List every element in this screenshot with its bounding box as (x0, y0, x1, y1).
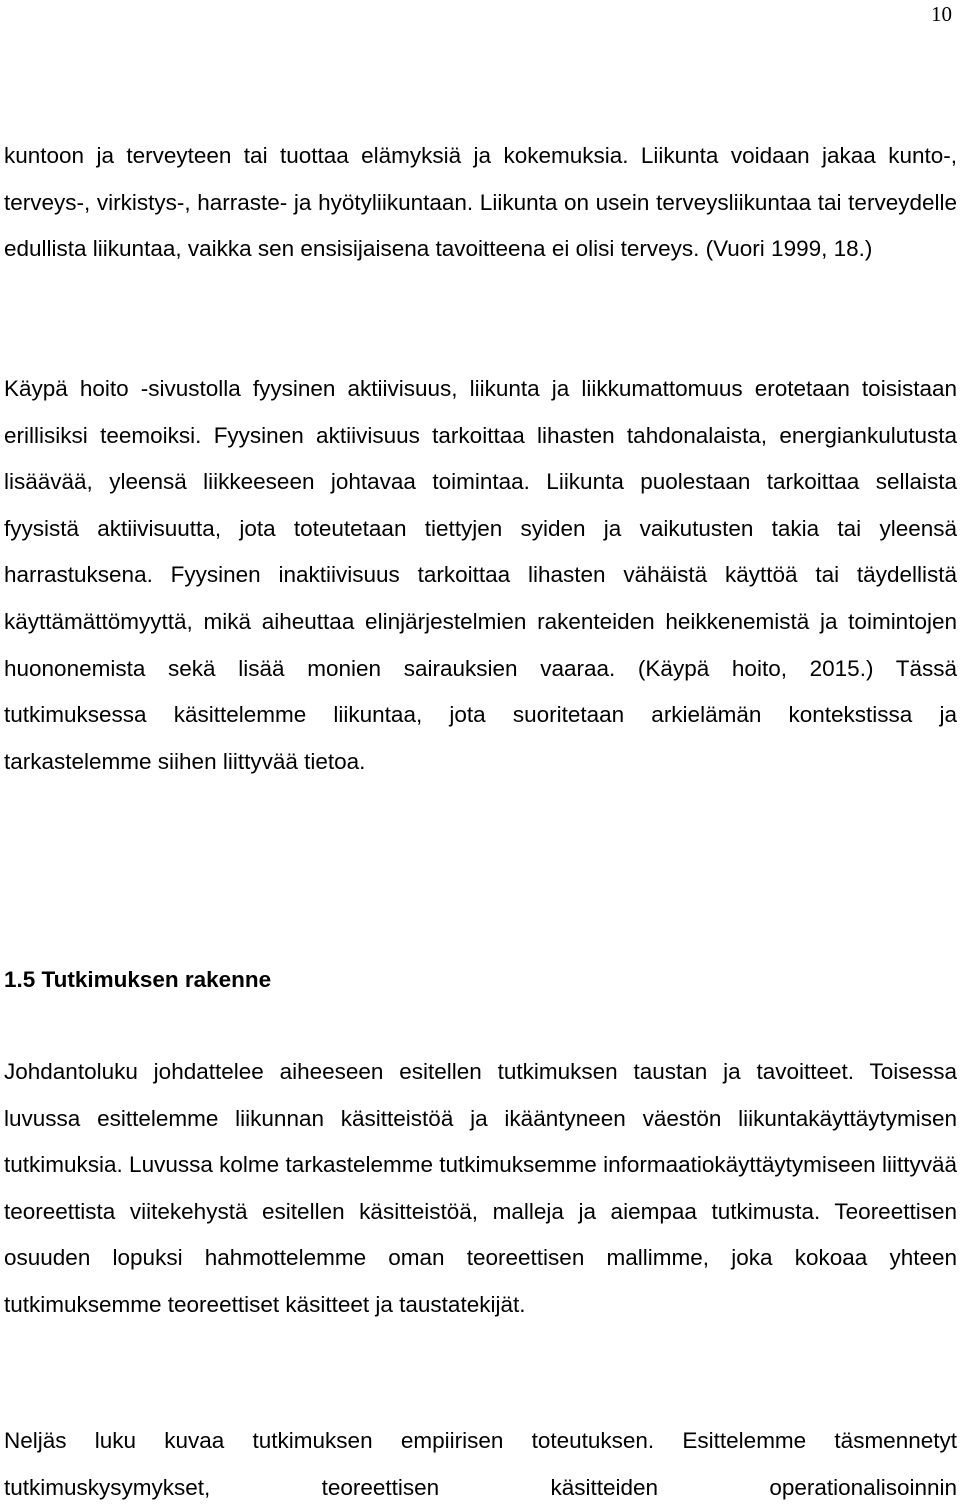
paragraph-kaypa-hoito: Käypä hoito -sivustolla fyysinen aktiivisuus, liikunta ja liikkumattomuus erotetaan toisistaan erillisiksi teemoiksi. Fyysinen aktiivisuus tarkoittaa lihasten tahdonalaista, energiankulutusta lisäävää, yleensä liikkeeseen johtavaa toimintaa. Liikunta puolestaan tarkoittaa sellaista fyysistä aktiivisuutta, jota toteutetaan tiettyjen syiden ja vaikutusten takia tai yleensä harrastuksena. Fyysinen inaktiivisuus tarkoittaa lihasten vähäistä käyttöä tai täydellistä käyttämättömyyttä, mikä aiheuttaa elinjärjestelmien rakenteiden heikkenemistä ja toimintojen huononemista sekä lisää monien sairauksien vaaraa. (Käypä hoito, 2015.) Tässä tutkimuksessa käsittelemme liikuntaa, jota suoritetaan arkielämän kontekstissa ja tarkastelemme siihen liittyvää tietoa. (4, 376, 957, 774)
paragraph-structure-overview: Johdantoluku johdattelee aiheeseen esitellen tutkimuksen taustan ja tavoitteet. Toisessa luvussa esittelemme liikunnan käsitteistöä ja ikääntyneen väestön liikuntakäyttäytymisen tutkimuksia. Luvussa kolme tarkastelemme tutkimuksemme informaatiokäyttäytymiseen liittyvää teoreettista viitekehystä esitellen käsitteistöä, malleja ja aiempaa tutkimusta. Teoreettisen osuuden lopuksi hahmottelemme oman teoreettisen mallimme, joka kokoaa yhteen tutkimuksemme teoreettiset käsitteet ja taustatekijät. (4, 1059, 957, 1317)
paragraph-liikunta-definition: kuntoon ja terveyteen tai tuottaa elämyksiä ja kokemuksia. Liikunta voidaan jakaa kunto-, terveys-, virkistys-, harraste- ja hyötyliikuntaan. Liikunta on usein terveysliikuntaa tai terveydelle edullista liikuntaa, vaikka sen ensisijaisena tavoitteena ei olisi terveys. (Vuori 1999, 18.) (4, 143, 957, 262)
section-heading: 1.5 Tutkimuksen rakenne (4, 967, 272, 992)
paragraph-chapter-four: Neljäs luku kuvaa tutkimuksen empiirisen toteutuksen. Esittelemme täsmennetyt tutkimuskysymykset, teoreettisen käsitteiden operationalisoinnin (4, 1428, 957, 1500)
page-number: 10 (931, 2, 952, 26)
